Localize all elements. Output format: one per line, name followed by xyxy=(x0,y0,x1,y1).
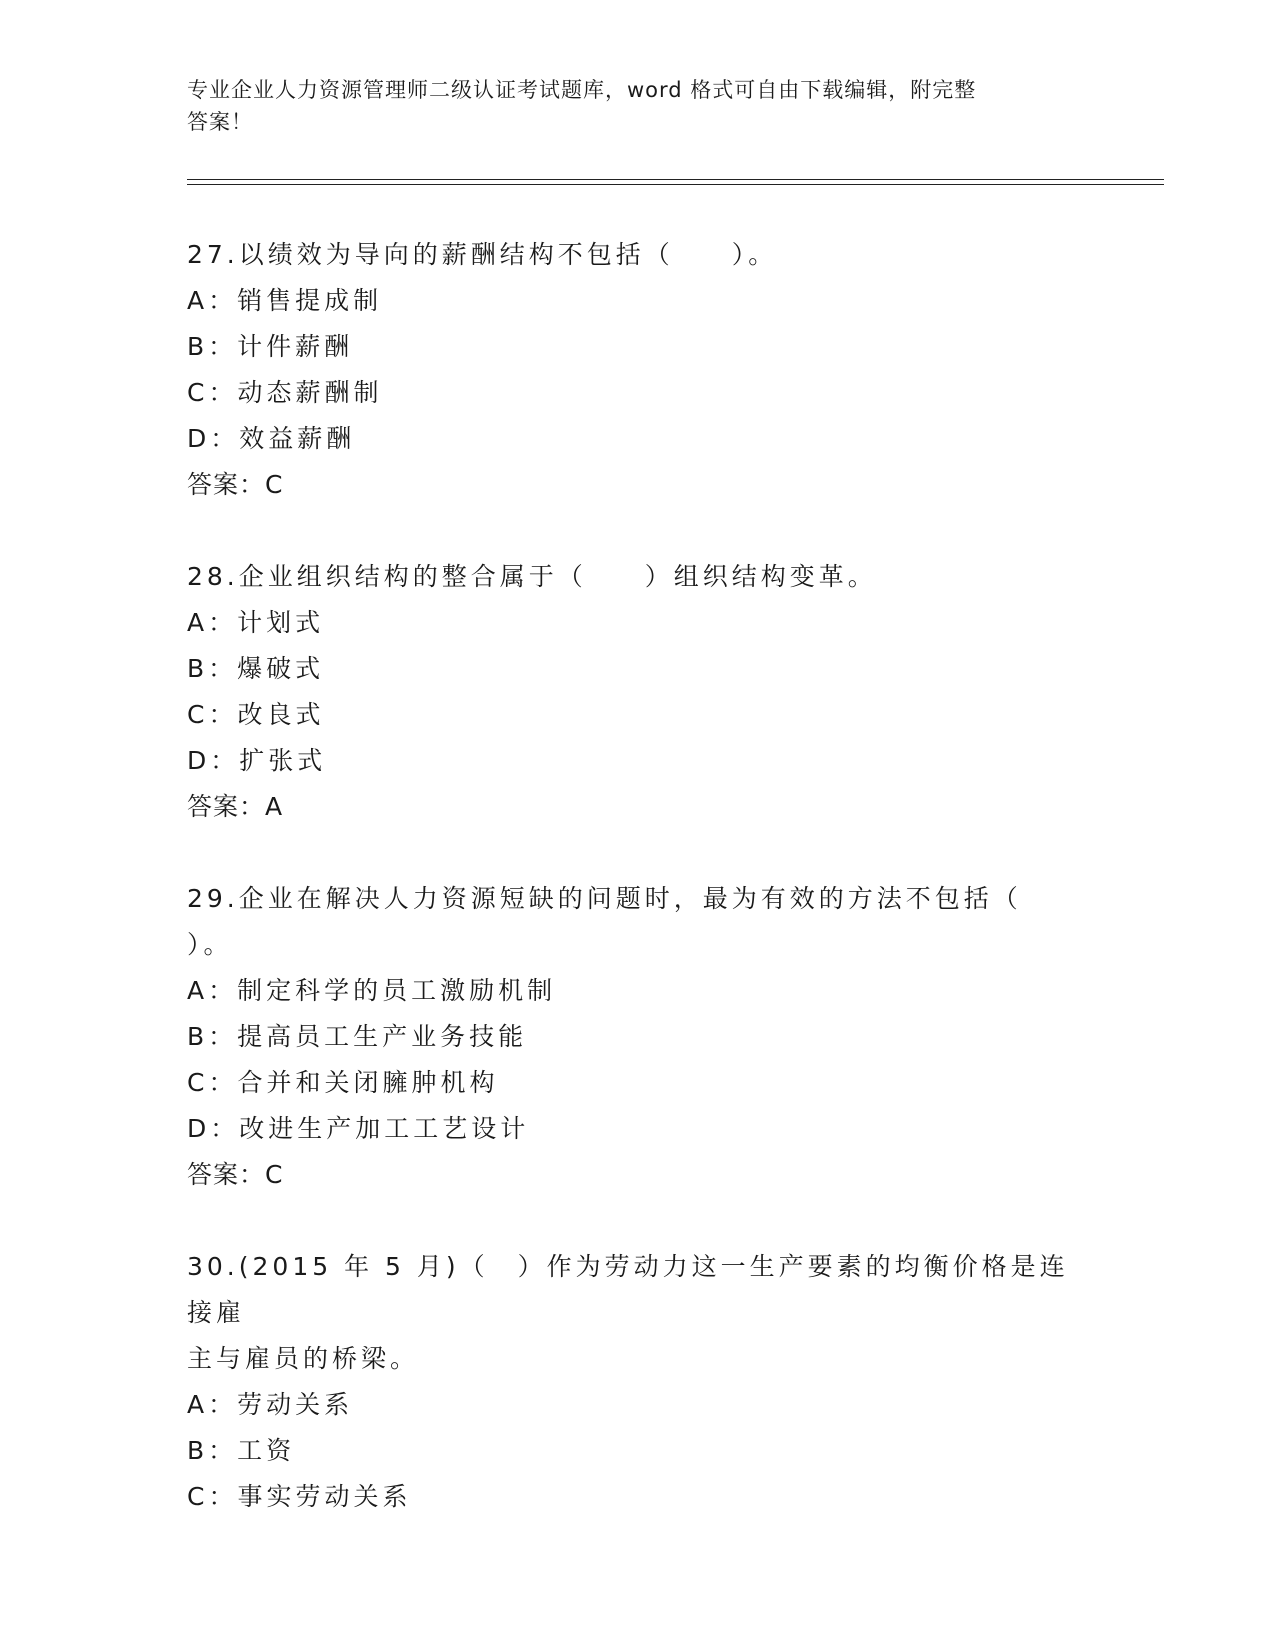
answer-line: 答案：C xyxy=(187,1160,284,1189)
stem-line: ）。 xyxy=(187,930,233,959)
question-stem xyxy=(187,554,1087,600)
question-30 xyxy=(187,1244,1087,1520)
header-line-1: 专业企业人力资源管理师二级认证考试题库，word 格式可自由下载编辑，附完整 xyxy=(187,78,977,102)
header-divider-top xyxy=(187,179,1164,180)
question-27 xyxy=(187,232,1087,508)
option-a: A：劳动关系 xyxy=(187,1390,354,1419)
header-divider-bottom xyxy=(187,184,1164,185)
answer-line: 答案：A xyxy=(187,792,284,821)
question-28 xyxy=(187,554,1087,830)
option-c: C：合并和关闭臃肿机构 xyxy=(187,1068,499,1097)
option-b: B：计件薪酬 xyxy=(187,332,354,361)
question-29 xyxy=(187,876,1087,1198)
option-d: D：效益薪酬 xyxy=(187,424,356,453)
document-header xyxy=(187,74,1087,138)
option-d: D：改进生产加工工艺设计 xyxy=(187,1114,530,1143)
option-c: C：事实劳动关系 xyxy=(187,1482,412,1511)
stem-line: 28.企业组织结构的整合属于（ ）组织结构变革。 xyxy=(187,562,877,591)
stem-line: 30.(2015 年 5 月)（ ）作为劳动力这一生产要素的均衡价格是连接雇 xyxy=(187,1252,1069,1327)
stem-line: 29.企业在解决人力资源短缺的问题时，最为有效的方法不包括（ xyxy=(187,884,1022,913)
option-b: B：提高员工生产业务技能 xyxy=(187,1022,528,1051)
option-a: A：制定科学的员工激励机制 xyxy=(187,976,557,1005)
question-stem xyxy=(187,876,1087,968)
stem-line: 主与雇员的桥梁。 xyxy=(187,1344,420,1373)
header-line-2: 答案！ xyxy=(187,110,253,134)
option-d: D：扩张式 xyxy=(187,746,327,775)
question-stem xyxy=(187,1244,1087,1382)
option-a: A：计划式 xyxy=(187,608,325,637)
question-stem xyxy=(187,232,1087,278)
answer-line: 答案：C xyxy=(187,470,284,499)
option-c: C：改良式 xyxy=(187,700,325,729)
option-c: C：动态薪酬制 xyxy=(187,378,383,407)
option-b: B：工资 xyxy=(187,1436,296,1465)
option-b: B：爆破式 xyxy=(187,654,325,683)
question-list xyxy=(187,232,1087,1566)
option-a: A：销售提成制 xyxy=(187,286,383,315)
stem-line: 27.以绩效为导向的薪酬结构不包括（ ）。 xyxy=(187,240,778,269)
